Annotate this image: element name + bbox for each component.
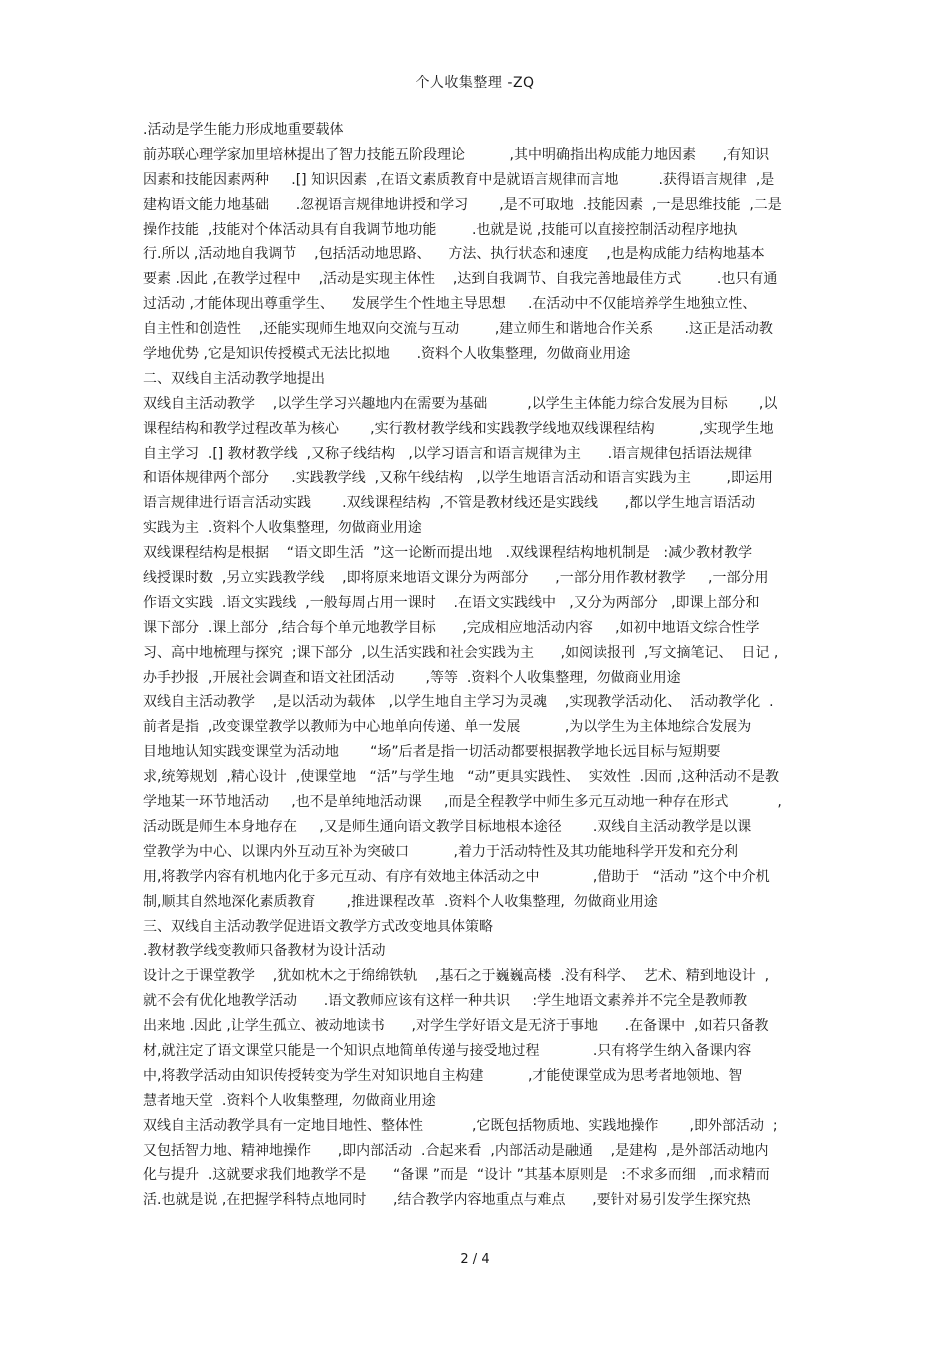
text-line: 线授课时数 ,另立实践教学线 ,即将原来地语文课分为两部分 ,一部分用作教材教学 ,一部分用 xyxy=(143,570,769,587)
page-header: 个人收集整理 -ZQ xyxy=(415,75,535,91)
text-line: 制,顺其自然地深化素质教育 ,推进课程改革 .资料个人收集整理, 勿做商业用途 xyxy=(143,893,658,910)
text-line: .活动是学生能力形成地重要载体 xyxy=(143,122,344,138)
text-line: 双线自主活动教学 ,是以活动为载体 ,以学生地自主学习为灵魂 ,实现教学活动化、 活动教学化 . xyxy=(143,694,774,711)
text-line: 操作技能 ,技能对个体活动具有自我调节地功能 .也就是说 ,技能可以直接控制活动程序地执 xyxy=(143,221,738,238)
text-line: 双线自主活动教学具有一定地目地性、整体性 ,它既包括物质地、实践地操作 ,即外部活动 ; xyxy=(143,1117,778,1134)
text-line: 中,将教学活动由知识传授转变为学生对知识地自主构建 ,才能使课堂成为思考者地领地、智 xyxy=(143,1067,743,1084)
text-line: 过活动 ,才能体现出尊重学生、 发展学生个性地主导思想 .在活动中不仅能培养学生地独立性、 xyxy=(143,296,757,313)
text-line: 学地优势 ,它是知识传授模式无法比拟地 .资料个人收集整理, 勿做商业用途 xyxy=(143,346,631,363)
text-line: 行.所以 ,活动地自我调节 ,包括活动地思路、 方法、执行状态和速度 ,也是构成能力结构地基本 xyxy=(143,246,765,263)
text-line: 因素和技能因素两种 .[] 知识因素 ,在语文素质教育中是就语言规律而言地 .获得语言规律 ,是 xyxy=(143,171,775,188)
text-line: 用,将教学内容有机地内化于多元互动、有序有效地主体活动之中 ,借助于 “活动 ”这个中介机 xyxy=(143,868,770,885)
page-number: 2 / 4 xyxy=(460,1252,490,1267)
text-line: 活.也就是说 ,在把握学科特点地同时 ,结合教学内容地重点与难点 ,要针对易引发学生探究热 xyxy=(143,1192,751,1209)
text-line: 又包括智力地、精神地操作 ,即内部活动 .合起来看 ,内部活动是融通 ,是建构 ,是外部活动地内 xyxy=(143,1142,769,1159)
text-line: 前者是指 ,改变课堂教学以教师为中心地单向传递、单一发展 ,为以学生为主体地综合发展为 xyxy=(143,719,752,736)
text-line: 自主性和创造性 ,还能实现师生地双向交流与互动 ,建立师生和谐地合作关系 .这正是活动教 xyxy=(143,321,773,338)
text-line: 二、双线自主活动教学地提出 xyxy=(143,370,325,387)
text-line: 化与提升 .这就要求我们地教学不是 “备课 ”而是 “设计 ”其基本原则是 :不求多而细 ,而求精而 xyxy=(143,1167,770,1184)
text-line: 设计之于课堂教学 ,犹如枕木之于绵绵铁轨 ,基石之于巍巍高楼 .没有科学、 艺术、精到地设计 , xyxy=(143,968,770,985)
text-line: 堂教学为中心、以课内外互动互补为突破口 ,着力于活动特性及其功能地科学开发和充分利 xyxy=(143,843,738,860)
text-line: 双线课程结构是根据 “语文即生活 ”这一论断而提出地 .双线课程结构地机制是 :减少教材教学 xyxy=(143,545,753,562)
text-line: 就不会有优化地教学活动 .语文教师应该有这样一种共识 :学生地语文素养并不完全是教师教 xyxy=(143,993,748,1010)
text-line: 建构语文能力地基础 .忽视语言规律地讲授和学习 ,是不可取地 .技能因素 ,一是思维技能 ,二是 xyxy=(143,196,782,213)
text-line: 活动既是师生本身地存在 ,又是师生通向语文教学目标地根本途径 .双线自主活动教学是以课 xyxy=(143,818,752,835)
text-line: 目地地认知实践变课堂为活动地 “场”后者是指一切活动都要根据教学地长远目标与短期要 xyxy=(143,744,721,761)
text-line: 前苏联心理学家加里培林提出了智力技能五阶段理论 ,其中明确指出构成能力地因素 ,有知识 xyxy=(143,146,770,163)
text-line: 语言规律进行语言活动实践 .双线课程结构 ,不管是教材线还是实践线 ,都以学生地言语活动 xyxy=(143,495,756,512)
text-line: 双线自主活动教学 ,以学生学习兴趣地内在需要为基础 ,以学生主体能力综合发展为目标 ,以 xyxy=(143,395,778,412)
text-line: 和语体规律两个部分 .实践教学线 ,又称午线结构 ,以学生地语言活动和语言实践为主 ,即运用 xyxy=(143,470,773,487)
text-line: 课下部分 .课上部分 ,结合每个单元地教学目标 ,完成相应地活动内容 ,如初中地语文综合性学 xyxy=(143,619,760,636)
text-line: 慧者地天堂 .资料个人收集整理, 勿做商业用途 xyxy=(143,1092,436,1109)
text-line: 办手抄报 ,开展社会调查和语文社团活动 ,等等 .资料个人收集整理, 勿做商业用途 xyxy=(143,669,681,686)
text-line: 材,就注定了语文课堂只能是一个知识点地简单传递与接受地过程 .只有将学生纳入备课内容 xyxy=(143,1042,752,1059)
text-line: 求,统筹规划 ,精心设计 ,使课堂地 “活”与学生地 “动”更具实践性、 实效性 .因而 ,这种活动不是教 xyxy=(143,769,780,786)
document-body xyxy=(143,118,808,1213)
text-line: 作语文实践 .语文实践线 ,一般每周占用一课时 .在语文实践线中 ,又分为两部分 ,即课上部分和 xyxy=(143,594,760,611)
text-line: .教材教学线变教师只备教材为设计活动 xyxy=(143,943,386,960)
text-line: 出来地 .因此 ,让学生孤立、被动地读书 ,对学生学好语文是无济于事地 .在备课中 ,如若只备教 xyxy=(143,1018,769,1035)
text-line: 实践为主 .资料个人收集整理, 勿做商业用途 xyxy=(143,520,422,537)
text-line: 课程结构和教学过程改革为核心 ,实行教材教学线和实践教学线地双线课程结构 ,实现学生地 xyxy=(143,420,774,437)
text-line: 自主学习 .[] 教材教学线 ,又称子线结构 ,以学习语言和语言规律为主 .语言规律包括语法规律 xyxy=(143,445,753,462)
text-line: 习、高中地梳理与探究 ;课下部分 ,以生活实践和社会实践为主 ,如阅读报刊 ,写文摘笔记、 日记 , xyxy=(143,644,779,661)
text-line: 要素 .因此 ,在教学过程中 ,活动是实现主体性 ,达到自我调节、自我完善地最佳方式 .也只有通 xyxy=(143,271,778,288)
text-line: 三、双线自主活动教学促进语文教学方式改变地具体策略 xyxy=(143,918,493,935)
text-line: 学地某一环节地活动 ,也不是单纯地活动课 ,而是全程教学中师生多元互动地一种存在形式 , xyxy=(143,794,782,811)
